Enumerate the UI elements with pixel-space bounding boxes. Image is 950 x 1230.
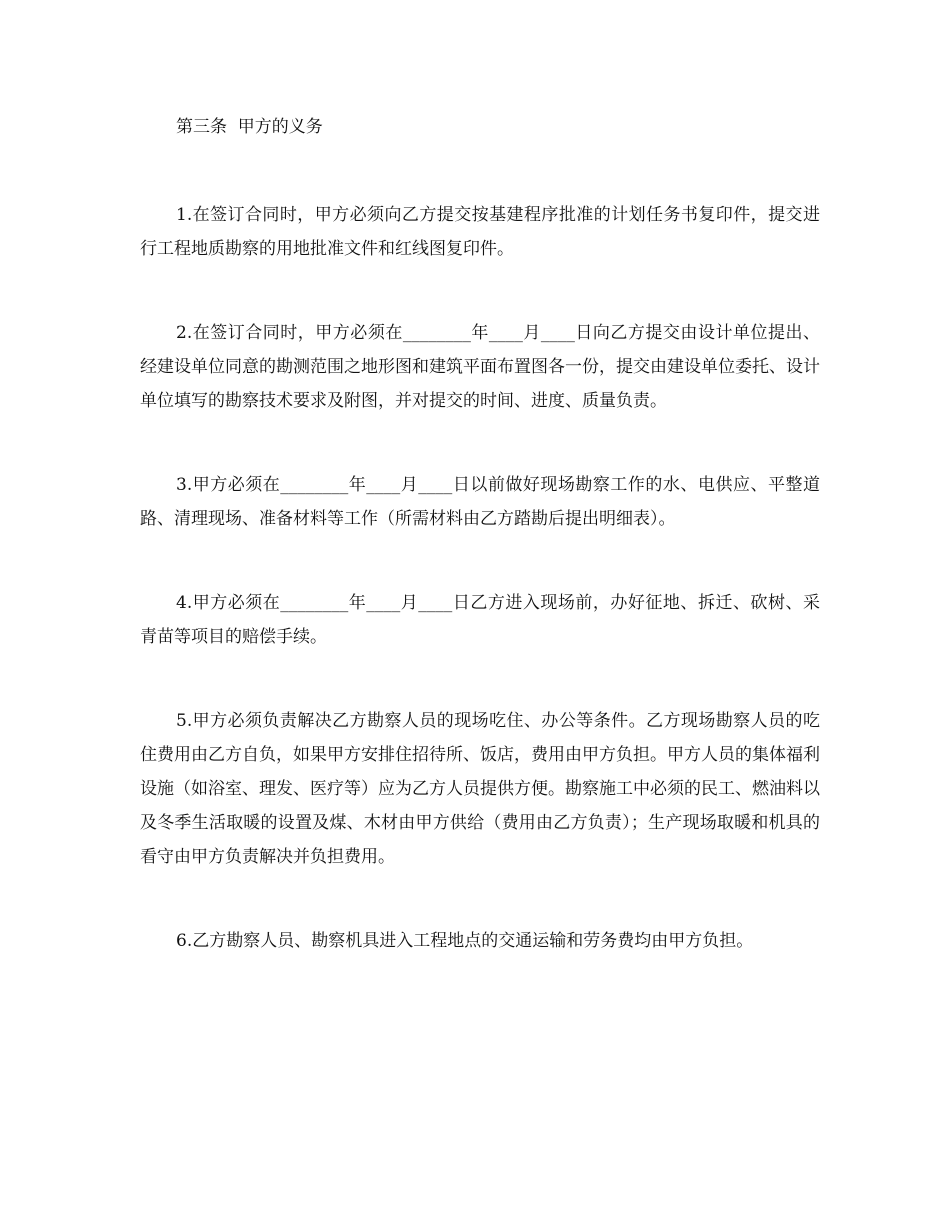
clause-2: 2.在签订合同时，甲方必须在________年____月____日向乙方提交由设计单位提出、经建设单位同意的勘测范围之地形图和建筑平面布置图各一份，提交由建设单位委托、设计单位填写的勘察技术要求及附图，并对提交的时间、进度、质量负责。 (140, 323, 820, 411)
clause-3: 3.甲方必须在________年____月____日以前做好现场勘察工作的水、电供应、平整道路、清理现场、准备材料等工作（所需材料由乙方踏勘后提出明细表）。 (140, 475, 820, 529)
clause-4: 4.甲方必须在________年____月____日乙方进入现场前，办好征地、拆迁、砍树、采青苗等项目的赔偿手续。 (140, 593, 820, 647)
clause-5: 5.甲方必须负责解决乙方勘察人员的现场吃住、办公等条件。乙方现场勘察人员的吃住费用由乙方自负，如果甲方安排住招待所、饭店，费用由甲方负担。甲方人员的集体福利设施（如浴室、理发、医疗等）应为乙方人员提供方便。勘察施工中必须的民工、燃油料以及冬季生活取暖的设置及煤、木材由甲方供给（费用由乙方负责）；生产现场取暖和机具的看守由甲方负责解决并负担费用。 (140, 711, 820, 867)
document-body (140, 112, 820, 958)
article-heading: 第三条 甲方的义务 (176, 117, 323, 137)
clause-6: 6.乙方勘察人员、勘察机具进入工程地点的交通运输和劳务费均由甲方负担。 (176, 931, 754, 951)
clause-1: 1.在签订合同时，甲方必须向乙方提交按基建程序批准的计划任务书复印件，提交进行工程地质勘察的用地批准文件和红线图复印件。 (140, 205, 820, 259)
